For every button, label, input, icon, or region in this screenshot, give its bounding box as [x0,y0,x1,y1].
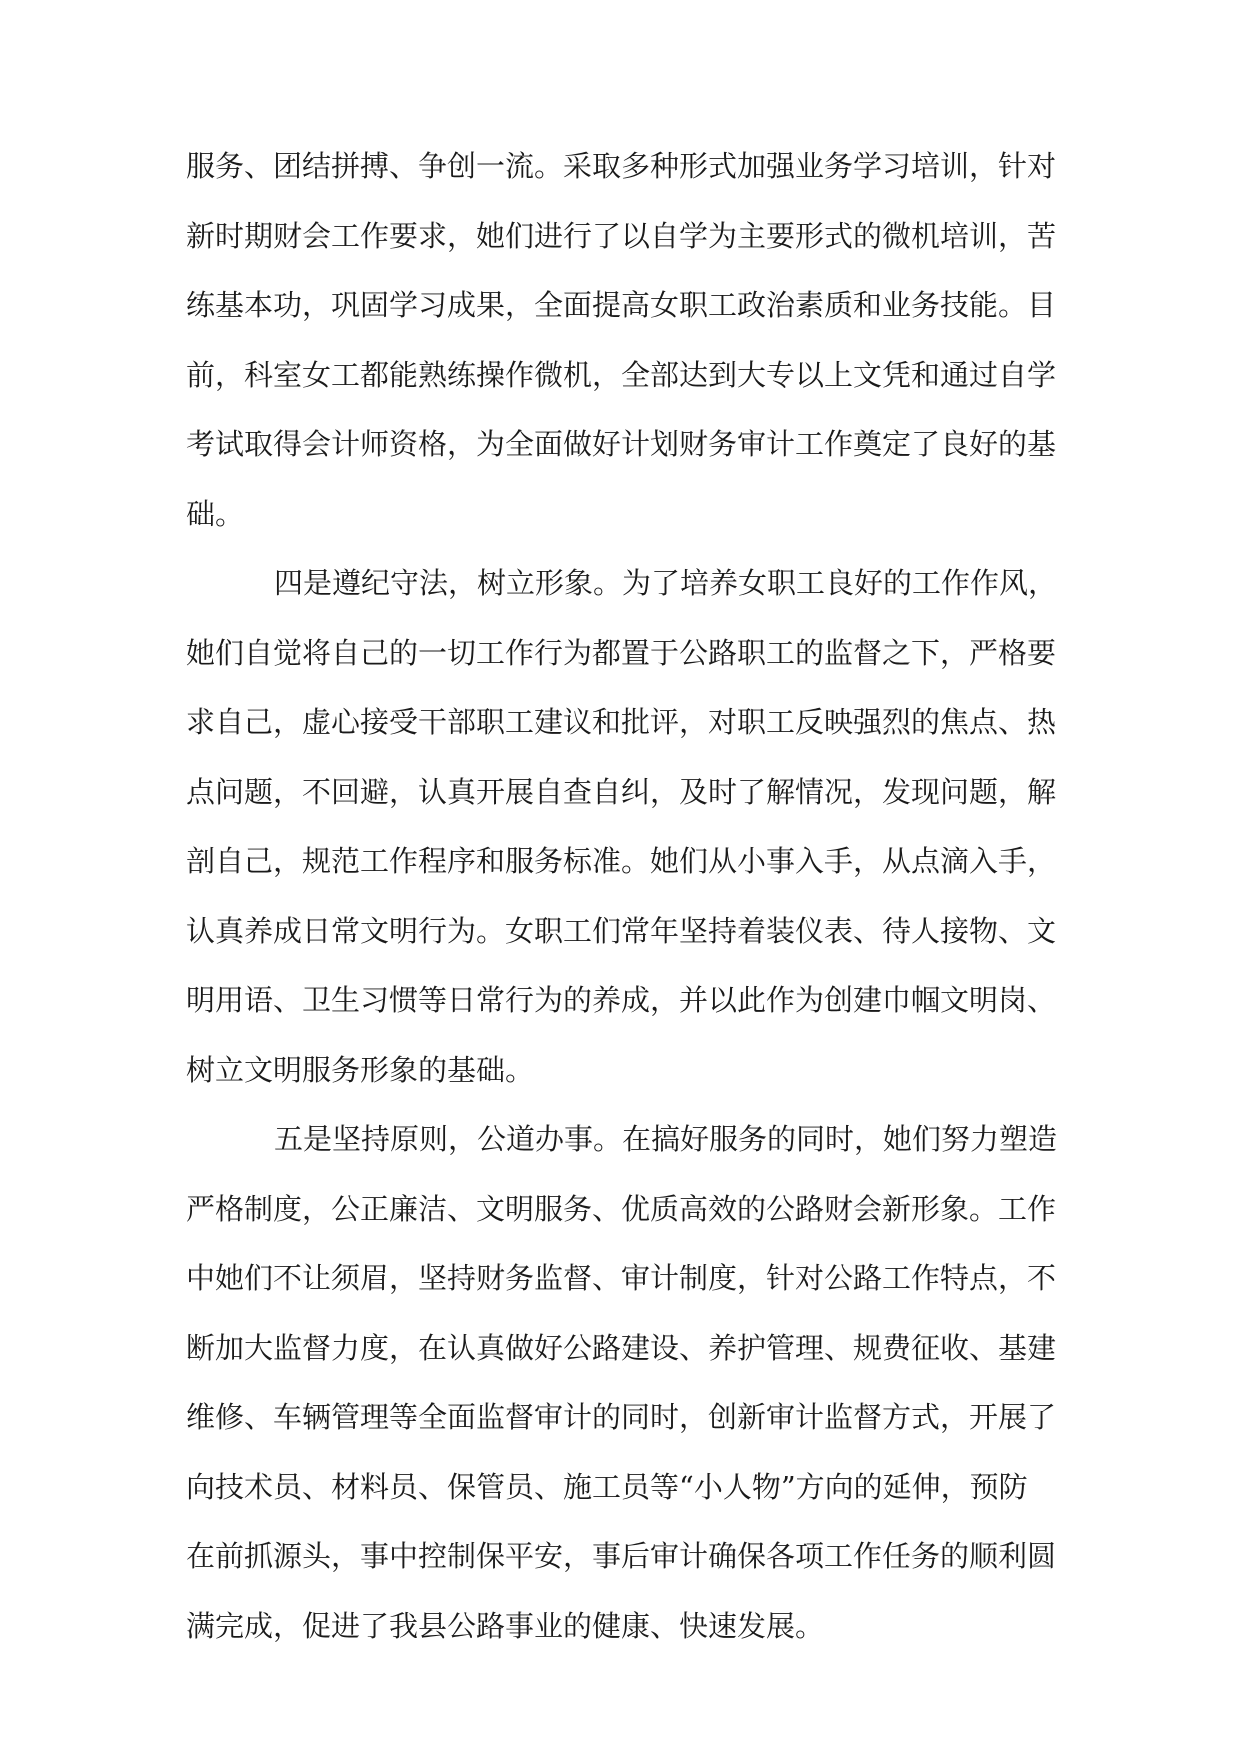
paragraph-line: 础。 [186,496,245,531]
paragraph-line: 练基本功，巩固学习成果，全面提高女职工政治素质和业务技能。目 [186,288,1057,322]
paragraph-line: 在前抓源头，事中控制保平安，事后审计确保各项工作任务的顺利圆 [186,1539,1057,1573]
paragraph-2 [186,549,1056,1105]
paragraph-line: 四是遵纪守法，树立形象。为了培养女职工良好的工作作风， [274,566,1058,600]
paragraph-line: 点问题，不回避，认真开展自查自纠，及时了解情况，发现问题，解 [186,774,1057,809]
paragraph-line: 考试取得会计师资格，为全面做好计划财务审计工作奠定了良好的基 [186,427,1057,461]
paragraph-line: 她们自觉将自己的一切工作行为都置于公路职工的监督之下，严格要 [186,635,1057,670]
paragraph-line: 新时期财会工作要求，她们进行了以自学为主要形式的微机培训，苦 [186,218,1057,253]
paragraph-line: 满完成，促进了我县公路事业的健康、快速发展。 [186,1608,825,1643]
paragraph-line: 树立文明服务形象的基础。 [186,1052,535,1087]
paragraph-1 [186,132,1056,549]
paragraph-line: 明用语、卫生习惯等日常行为的养成，并以此作为创建巾帼文明岗、 [186,983,1057,1017]
paragraph-line: 向技术员、材料员、保管员、施工员等“小人物”方向的延伸，预防 [186,1469,1028,1504]
paragraph-line: 严格制度，公正廉洁、文明服务、优质高效的公路财会新形象。工作 [186,1191,1057,1226]
paragraph-line: 维修、车辆管理等全面监督审计的同时，创新审计监督方式，开展了 [186,1400,1057,1434]
paragraph-line: 五是坚持原则，公道办事。在搞好服务的同时，她们努力塑造 [274,1122,1058,1156]
paragraph-3 [186,1105,1056,1661]
paragraph-line: 中她们不让须眉，坚持财务监督、审计制度，针对公路工作特点，不 [186,1261,1057,1295]
paragraph-line: 求自己，虚心接受干部职工建议和批评，对职工反映强烈的焦点、热 [186,705,1057,739]
paragraph-line: 认真养成日常文明行为。女职工们常年坚持着装仪表、待人接物、文 [186,913,1057,948]
paragraph-line: 断加大监督力度，在认真做好公路建设、养护管理、规费征收、基建 [186,1330,1057,1365]
paragraph-line: 前，科室女工都能熟练操作微机，全部达到大专以上文凭和通过自学 [186,357,1057,392]
paragraph-line: 服务、团结拼搏、争创一流。采取多种形式加强业务学习培训，针对 [186,149,1057,183]
document-body [186,132,1056,1661]
paragraph-line: 剖自己，规范工作程序和服务标准。她们从小事入手，从点滴入手， [186,844,1057,878]
